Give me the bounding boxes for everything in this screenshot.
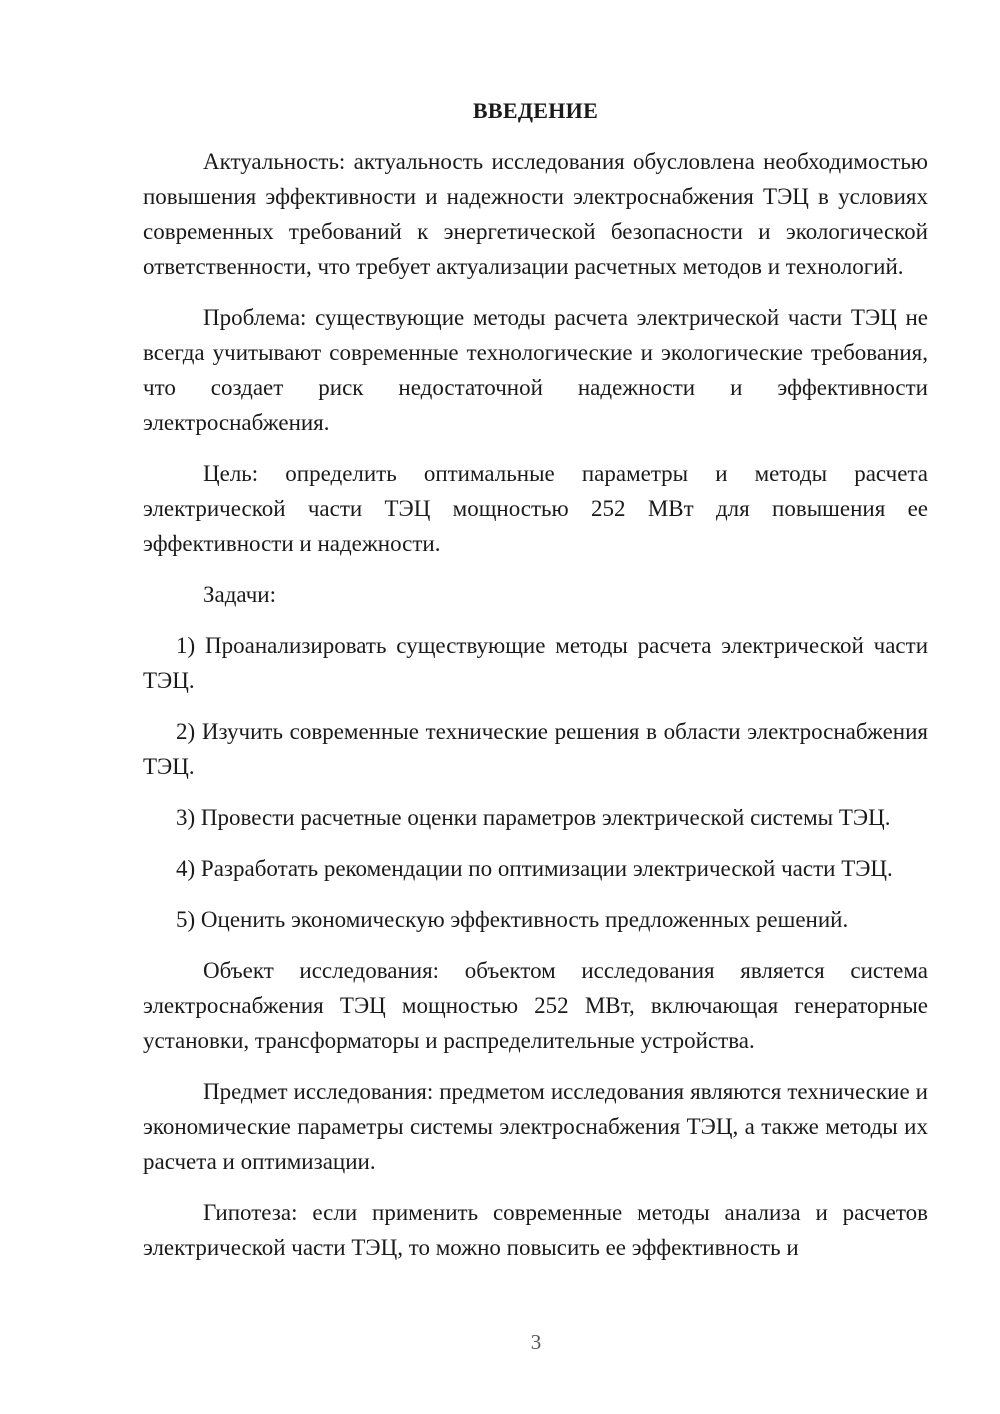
paragraph-problem: Проблема: существующие методы расчета электрической части ТЭЦ не всегда учитывают современные технологические и экологические требования, что создает риск недостаточной надежности и эффективности электроснабжения. — [143, 305, 928, 435]
task-item-5: 5) Оценить экономическую эффективность предложенных решений. — [176, 907, 849, 932]
task-item-1: 1) Проанализировать существующие методы расчета электрической части ТЭЦ. — [143, 633, 928, 693]
paragraph-tasks-label: Задачи: — [203, 582, 276, 607]
paragraph-subject: Предмет исследования: предметом исследования являются технические и экономические параметры системы электроснабжения ТЭЦ, а также методы их расчета и оптимизации. — [143, 1079, 928, 1174]
page-content — [143, 95, 928, 1281]
paragraph-goal: Цель: определить оптимальные параметры и методы расчета электрической части ТЭЦ мощностью 252 МВт для повышения ее эффективности и надежности. — [143, 461, 928, 556]
paragraph-hypothesis: Гипотеза: если применить современные методы анализа и расчетов электрической части ТЭЦ, то можно повысить ее эффективность и — [143, 1200, 928, 1260]
paragraph-object: Объект исследования: объектом исследования является система электроснабжения ТЭЦ мощностью 252 МВт, включающая генераторные установки, трансформаторы и распределительные устройства. — [143, 958, 928, 1053]
task-item-4: 4) Разработать рекомендации по оптимизации электрической части ТЭЦ. — [176, 856, 893, 881]
page-number: 3 — [530, 1330, 542, 1354]
paragraph-relevance: Актуальность: актуальность исследования обусловлена необходимостью повышения эффективности и надежности электроснабжения ТЭЦ в условиях современных требований к энергетической безопасности и экологической ответственности, что требует актуализации расчетных методов и технологий. — [143, 149, 928, 279]
task-item-3: 3) Провести расчетные оценки параметров электрической системы ТЭЦ. — [176, 805, 891, 830]
page-heading: ВВЕДЕНИЕ — [472, 98, 599, 123]
task-item-2: 2) Изучить современные технические решения в области электроснабжения ТЭЦ. — [143, 719, 928, 779]
